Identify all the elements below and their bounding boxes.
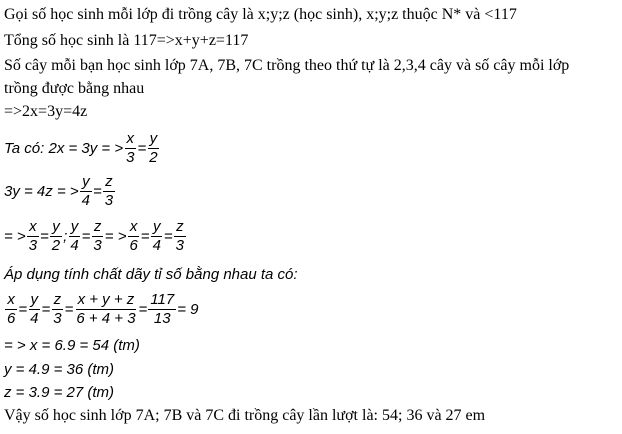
math-line-ratio: $\frac{x}{6}$ = $\frac{y}{4}$ = $\frac{z}{3}$ = $\frac{x + y + z}{6 + 4 + 3}$ = $\frac{117}{13}$ = 9 (7, 291, 199, 327)
math-line-3y-4z: 3y = 4z = > $\frac{y}{4}$ = $\frac{z}{3}$ (4, 173, 114, 209)
intro-line-4: trồng được bằng nhau (4, 80, 145, 97)
intro-line-5: =>2x=3y=4z (4, 103, 88, 120)
fraction-z-over-3: $\frac{z}{3}$ (104, 173, 114, 209)
math-line-combined: = > $\frac{x}{3}$ = $\frac{y}{2}$ ; $\frac{y}{4}$ = $\frac{z}{3}$ = > $\frac{x}{6}$ = $\frac{y}{4}$ = $\frac{z}{3}$ (4, 218, 185, 254)
ta-co-text: Ta có: 2x = 3y = > (4, 139, 124, 157)
fraction-x-over-6: $\frac{x}{6}$ (129, 218, 138, 254)
intro-line-3: Số cây mỗi bạn học sinh lớp 7A, 7B, 7C trồng theo thứ tự là 2,3,4 cây và số cây mỗi lớp (4, 57, 570, 74)
fraction-117-over-13: $\frac{117}{13}$ (150, 291, 175, 327)
fraction-y-over-4: $\frac{y}{4}$ (81, 173, 90, 209)
conclusion-text: Vậy số học sinh lớp 7A; 7B và 7C đi trồng cây lần lượt là: 54; 36 và 27 em (4, 407, 486, 424)
fraction-x-over-3: $\frac{x}{3}$ (126, 130, 135, 166)
intro-line-2: Tổng số học sinh là 117=>x+y+z=117 (4, 32, 249, 49)
math-line-ta-co: Ta có: 2x = 3y = > $\frac{x}{3}$ = $\frac{y}{2}$ (4, 130, 158, 166)
fraction-sum: $\frac{x + y + z}{6 + 4 + 3}$ (76, 291, 136, 327)
ap-dung-text: Áp dụng tính chất dãy tỉ số bằng nhau ta có: (4, 266, 298, 283)
x-result: = > x = 6.9 = 54 (tm) (4, 337, 140, 354)
result-9: = 9 (177, 300, 199, 318)
fraction-y-over-2: $\frac{y}{2}$ (149, 130, 158, 166)
y-result: y = 4.9 = 36 (tm) (4, 361, 115, 378)
z-result: z = 3.9 = 27 (tm) (4, 384, 115, 401)
math-3y-4z-text: 3y = 4z = > (4, 182, 79, 200)
intro-line-1: Gọi số học sinh mỗi lớp đi trồng cây là x;y;z (học sinh), x;y;z thuộc N* và <117 (4, 6, 517, 23)
